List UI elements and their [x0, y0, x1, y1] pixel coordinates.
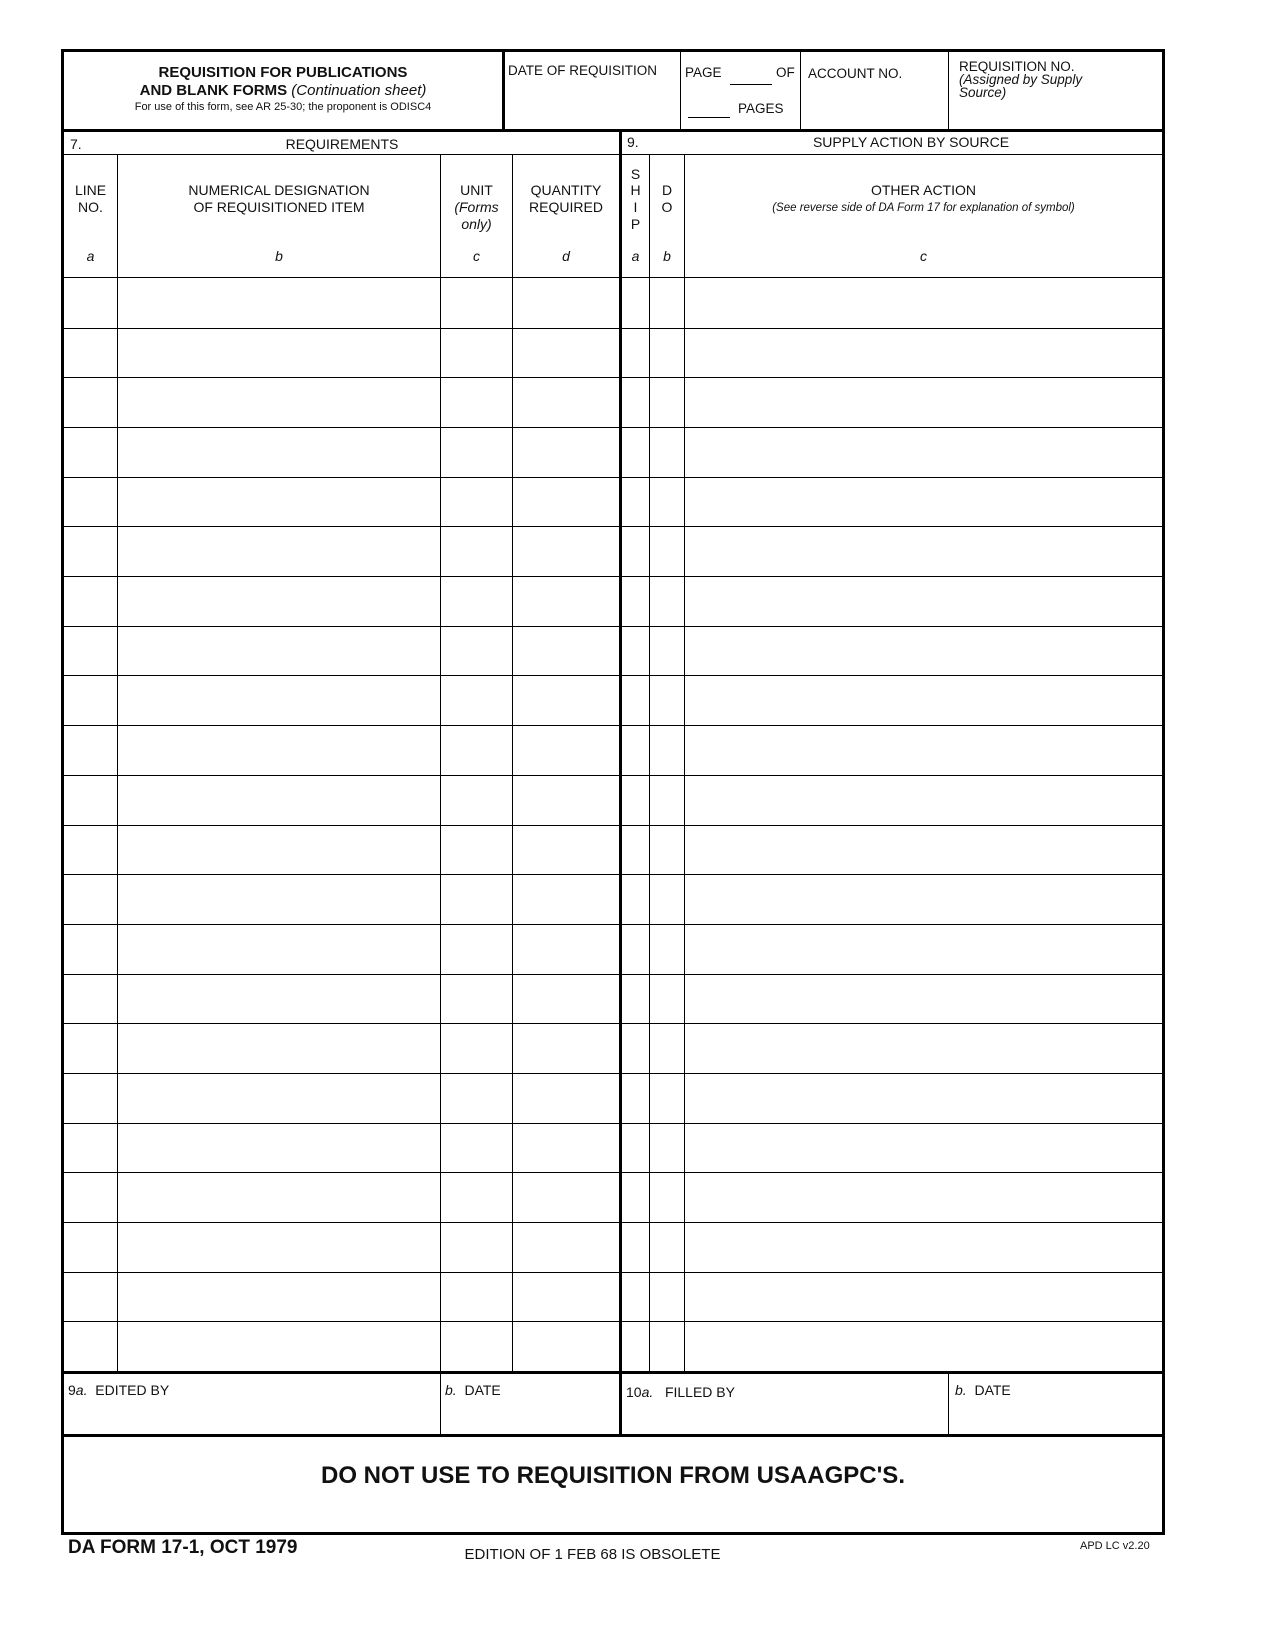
table-row: [0, 726, 1275, 774]
requisition-no-note-1: (Assigned by Supply: [959, 72, 1083, 87]
total-pages-underline: [688, 117, 730, 118]
do-cell[interactable]: [652, 579, 686, 625]
other-action-cell[interactable]: [687, 828, 1164, 874]
ship-cell[interactable]: [624, 1324, 651, 1370]
do-cell[interactable]: [652, 281, 686, 327]
other-action-cell[interactable]: [687, 480, 1164, 526]
other-action-cell[interactable]: [687, 1324, 1164, 1370]
numerical-designation-cell[interactable]: [120, 480, 442, 526]
unit-cell[interactable]: [443, 678, 514, 724]
edition-note: EDITION OF 1 FEB 68 IS OBSOLETE: [464, 1546, 721, 1563]
other-action-cell[interactable]: [687, 927, 1164, 973]
other-action-cell[interactable]: [687, 1275, 1164, 1321]
line-no-cell[interactable]: [66, 629, 119, 675]
numerical-designation-cell[interactable]: [120, 1026, 442, 1072]
table-row: [0, 676, 1275, 724]
other-action-cell[interactable]: [687, 778, 1164, 824]
unit-cell[interactable]: [443, 1324, 514, 1370]
quantity-cell[interactable]: [515, 877, 621, 923]
numerical-designation-cell[interactable]: [120, 1225, 442, 1271]
unit-cell[interactable]: [443, 1275, 514, 1321]
quantity-cell[interactable]: [515, 1026, 621, 1072]
quantity-cell[interactable]: [515, 1175, 621, 1221]
line-no-cell[interactable]: [66, 728, 119, 774]
ship-cell[interactable]: [624, 778, 651, 824]
unit-cell[interactable]: [443, 728, 514, 774]
ship-cell[interactable]: [624, 1076, 651, 1122]
line-no-cell[interactable]: [66, 529, 119, 575]
col-letter-c: c: [473, 248, 480, 264]
column-header-rule: [61, 277, 1165, 278]
quantity-cell[interactable]: [515, 1324, 621, 1370]
filled-date-text: DATE: [974, 1382, 1011, 1398]
numerical-designation-cell[interactable]: [120, 828, 442, 874]
page-label: PAGE: [685, 65, 722, 80]
edited-date-label: [445, 1382, 501, 1398]
col-unit-2: (Forms: [454, 199, 499, 215]
unit-cell[interactable]: [443, 331, 514, 377]
edited-date-sub: b.: [445, 1382, 457, 1398]
unit-cell[interactable]: [443, 480, 514, 526]
ship-cell[interactable]: [624, 877, 651, 923]
do-cell[interactable]: [652, 778, 686, 824]
table-row: [0, 1173, 1275, 1221]
form-title-line1: REQUISITION FOR PUBLICATIONS: [158, 64, 408, 81]
form-title-italic: (Continuation sheet): [291, 82, 427, 99]
ship-cell[interactable]: [624, 1126, 651, 1172]
table-row: [0, 478, 1275, 526]
table-row: [0, 577, 1275, 625]
line-no-cell[interactable]: [66, 480, 119, 526]
supply-action-title: SUPPLY ACTION BY SOURCE: [812, 134, 1010, 150]
filled-by-sub: a.: [641, 1384, 654, 1400]
do-cell[interactable]: [652, 1026, 686, 1072]
ship-cell[interactable]: [624, 927, 651, 973]
other-action-cell[interactable]: [687, 977, 1164, 1023]
table-row: [0, 875, 1275, 923]
col-do-d: D: [661, 182, 673, 198]
do-cell[interactable]: [652, 629, 686, 675]
filled-date-field[interactable]: [953, 1402, 1162, 1432]
ship-cell[interactable]: [624, 1225, 651, 1271]
col-ship-h: H: [630, 182, 641, 198]
col-letter-d: d: [562, 248, 570, 264]
quantity-cell[interactable]: [515, 1225, 621, 1271]
requisition-no-label: REQUISITION NO.: [959, 59, 1075, 74]
other-action-cell[interactable]: [687, 529, 1164, 575]
unit-cell[interactable]: [443, 1076, 514, 1122]
unit-cell[interactable]: [443, 529, 514, 575]
edited-by-sub: a.: [75, 1382, 88, 1398]
line-no-cell[interactable]: [66, 1076, 119, 1122]
col-line-no-2: NO.: [78, 199, 103, 215]
col-quantity-1: QUANTITY: [530, 182, 602, 198]
filled-by-label: [626, 1384, 735, 1400]
edited-by-label: [68, 1382, 169, 1398]
ship-cell[interactable]: [624, 977, 651, 1023]
quantity-cell[interactable]: [515, 430, 621, 476]
ship-cell[interactable]: [624, 828, 651, 874]
filled-date-sub: b.: [955, 1382, 967, 1398]
line-no-cell[interactable]: [66, 977, 119, 1023]
requirements-number: 7.: [70, 136, 82, 152]
unit-cell[interactable]: [443, 927, 514, 973]
do-cell[interactable]: [652, 828, 686, 874]
numerical-designation-cell[interactable]: [120, 380, 442, 426]
edited-by-text: EDITED BY: [95, 1382, 170, 1398]
unit-cell[interactable]: [443, 1175, 514, 1221]
form-subtitle: For use of this form, see AR 25-30; the proponent is ODISC4: [134, 101, 432, 113]
table-row: [0, 378, 1275, 426]
ship-cell[interactable]: [624, 529, 651, 575]
quantity-cell[interactable]: [515, 828, 621, 874]
do-cell[interactable]: [652, 1225, 686, 1271]
numerical-designation-cell[interactable]: [120, 1324, 442, 1370]
of-label: OF: [776, 65, 795, 80]
page-number-underline: [730, 84, 772, 85]
quantity-cell[interactable]: [515, 977, 621, 1023]
other-action-cell[interactable]: [687, 579, 1164, 625]
line-no-cell[interactable]: [66, 281, 119, 327]
ship-cell[interactable]: [624, 331, 651, 377]
table-row: [0, 527, 1275, 575]
header-div-account: [948, 49, 949, 131]
line-no-cell[interactable]: [66, 877, 119, 923]
unit-cell[interactable]: [443, 1026, 514, 1072]
do-cell[interactable]: [652, 977, 686, 1023]
table-row: [0, 776, 1275, 824]
quantity-cell[interactable]: [515, 579, 621, 625]
numerical-designation-cell[interactable]: [120, 629, 442, 675]
line-no-cell[interactable]: [66, 380, 119, 426]
edited-by-number: 9: [68, 1382, 76, 1398]
numerical-designation-cell[interactable]: [120, 1126, 442, 1172]
filled-by-text: FILLED BY: [664, 1384, 735, 1400]
unit-cell[interactable]: [443, 629, 514, 675]
numerical-designation-cell[interactable]: [120, 281, 442, 327]
date-of-requisition-label: DATE OF REQUISITION: [508, 63, 658, 78]
col-other-action-note: (See reverse side of DA Form 17 for explanation of symbol): [772, 202, 1075, 214]
unit-cell[interactable]: [443, 1126, 514, 1172]
table-row: [0, 428, 1275, 476]
col-numdes-1: NUMERICAL DESIGNATION: [188, 182, 370, 198]
line-no-cell[interactable]: [66, 331, 119, 377]
numerical-designation-cell[interactable]: [120, 927, 442, 973]
other-action-cell[interactable]: [687, 728, 1164, 774]
apd-version: APD LC v2.20: [1080, 1540, 1150, 1552]
frame-bottom: [61, 1532, 1165, 1535]
header-div-title: [502, 49, 505, 131]
do-cell[interactable]: [652, 331, 686, 377]
do-cell[interactable]: [652, 877, 686, 923]
form-id: DA FORM 17-1, OCT 1979: [68, 1537, 298, 1558]
other-action-cell[interactable]: [687, 877, 1164, 923]
unit-cell[interactable]: [443, 1225, 514, 1271]
total-pages-field[interactable]: [688, 97, 734, 117]
ship-cell[interactable]: [624, 678, 651, 724]
line-no-cell[interactable]: [66, 1225, 119, 1271]
line-no-cell[interactable]: [66, 778, 119, 824]
numerical-designation-cell[interactable]: [120, 977, 442, 1023]
requisition-no-field[interactable]: [955, 102, 1159, 128]
account-no-label: ACCOUNT NO.: [808, 66, 903, 81]
signature-bottom-rule: [61, 1434, 1165, 1437]
numerical-designation-cell[interactable]: [120, 877, 442, 923]
ship-cell[interactable]: [624, 1275, 651, 1321]
col-ship-s: S: [630, 166, 641, 182]
line-no-cell[interactable]: [66, 1026, 119, 1072]
ship-cell[interactable]: [624, 480, 651, 526]
do-cell[interactable]: [652, 728, 686, 774]
numerical-designation-cell[interactable]: [120, 529, 442, 575]
other-action-cell[interactable]: [687, 629, 1164, 675]
other-action-cell[interactable]: [687, 1175, 1164, 1221]
do-cell[interactable]: [652, 1175, 686, 1221]
header-div-date: [680, 49, 681, 131]
table-row: [0, 925, 1275, 973]
table-row: [0, 1273, 1275, 1321]
unit-cell[interactable]: [443, 778, 514, 824]
edited-date-field[interactable]: [444, 1402, 618, 1432]
col-unit-3: only): [461, 216, 492, 232]
account-no-field[interactable]: [806, 86, 946, 126]
other-action-cell[interactable]: [687, 1026, 1164, 1072]
numerical-designation-cell[interactable]: [120, 778, 442, 824]
col-ship-p: P: [630, 216, 641, 232]
rows-bottom-rule: [61, 1371, 1165, 1374]
other-action-cell[interactable]: [687, 331, 1164, 377]
quantity-cell[interactable]: [515, 380, 621, 426]
numerical-designation-cell[interactable]: [120, 678, 442, 724]
quantity-cell[interactable]: [515, 778, 621, 824]
form-title-bold: AND BLANK FORMS: [139, 82, 288, 99]
table-row: [0, 1124, 1275, 1172]
table-row: [0, 329, 1275, 377]
line-no-cell[interactable]: [66, 828, 119, 874]
do-cell[interactable]: [652, 678, 686, 724]
filled-by-field[interactable]: [624, 1404, 948, 1432]
other-action-cell[interactable]: [687, 678, 1164, 724]
page-number-field[interactable]: [730, 64, 776, 84]
line-no-cell[interactable]: [66, 927, 119, 973]
col-letter-ship-c: c: [920, 248, 927, 264]
col-unit-1: UNIT: [460, 182, 493, 198]
unit-cell[interactable]: [443, 281, 514, 327]
col-quantity-2: REQUIRED: [529, 199, 603, 215]
ship-cell[interactable]: [624, 1026, 651, 1072]
numerical-designation-cell[interactable]: [120, 1175, 442, 1221]
line-no-cell[interactable]: [66, 579, 119, 625]
table-row: [0, 1024, 1275, 1072]
quantity-cell[interactable]: [515, 331, 621, 377]
numerical-designation-cell[interactable]: [120, 331, 442, 377]
col-numdes-2: OF REQUISITIONED ITEM: [193, 199, 365, 215]
line-no-cell[interactable]: [66, 1324, 119, 1370]
filled-date-divider: [948, 1373, 949, 1435]
do-cell[interactable]: [652, 480, 686, 526]
pages-label: PAGES: [738, 101, 784, 116]
section-header-rule: [61, 154, 1165, 155]
col-other-action: OTHER ACTION: [870, 182, 976, 198]
other-action-cell[interactable]: [687, 430, 1164, 476]
other-action-cell[interactable]: [687, 380, 1164, 426]
form-title-line2: [64, 83, 502, 99]
edited-date-text: DATE: [464, 1382, 501, 1398]
ship-cell[interactable]: [624, 430, 651, 476]
line-no-cell[interactable]: [66, 430, 119, 476]
unit-cell[interactable]: [443, 828, 514, 874]
other-action-cell[interactable]: [687, 1076, 1164, 1122]
line-no-cell[interactable]: [66, 1126, 119, 1172]
table-row: [0, 279, 1275, 327]
numerical-designation-cell[interactable]: [120, 430, 442, 476]
numerical-designation-cell[interactable]: [120, 579, 442, 625]
col-letter-ship-b: b: [663, 248, 671, 264]
do-cell[interactable]: [652, 1275, 686, 1321]
other-action-cell[interactable]: [687, 281, 1164, 327]
table-row: [0, 826, 1275, 874]
requirements-title: REQUIREMENTS: [285, 136, 399, 152]
header-bottom-rule: [61, 129, 1165, 132]
col-letter-b: b: [275, 248, 283, 264]
col-line-no-1: LINE: [74, 182, 107, 198]
ship-cell[interactable]: [624, 629, 651, 675]
col-ship-i: I: [633, 199, 638, 215]
quantity-cell[interactable]: [515, 927, 621, 973]
unit-cell[interactable]: [443, 877, 514, 923]
ship-cell[interactable]: [624, 281, 651, 327]
quantity-cell[interactable]: [515, 1275, 621, 1321]
table-row: [0, 1322, 1275, 1370]
table-row: [0, 975, 1275, 1023]
filled-date-label: [955, 1382, 1011, 1398]
numerical-designation-cell[interactable]: [120, 1275, 442, 1321]
unit-cell[interactable]: [443, 430, 514, 476]
edited-by-field[interactable]: [66, 1402, 440, 1432]
unit-cell[interactable]: [443, 977, 514, 1023]
quantity-cell[interactable]: [515, 281, 621, 327]
numerical-designation-cell[interactable]: [120, 1076, 442, 1122]
table-row: [0, 1074, 1275, 1122]
quantity-cell[interactable]: [515, 1126, 621, 1172]
ship-cell[interactable]: [624, 380, 651, 426]
col-letter-ship-a: a: [631, 248, 640, 264]
line-no-cell[interactable]: [66, 1275, 119, 1321]
frame-top: [61, 49, 1165, 52]
header-div-page: [800, 49, 801, 131]
quantity-cell[interactable]: [515, 1076, 621, 1122]
ship-cell[interactable]: [624, 728, 651, 774]
quantity-cell[interactable]: [515, 678, 621, 724]
table-row: [0, 1223, 1275, 1271]
do-cell[interactable]: [652, 380, 686, 426]
do-cell[interactable]: [652, 430, 686, 476]
do-cell[interactable]: [652, 1126, 686, 1172]
date-of-requisition-field[interactable]: [508, 84, 678, 126]
warning-banner: DO NOT USE TO REQUISITION FROM USAAGPC'S.: [321, 1462, 905, 1489]
do-cell[interactable]: [652, 529, 686, 575]
unit-cell[interactable]: [443, 579, 514, 625]
filled-by-number: 10: [626, 1384, 642, 1400]
other-action-cell[interactable]: [687, 1225, 1164, 1271]
other-action-cell[interactable]: [687, 1126, 1164, 1172]
supply-action-number: 9.: [627, 134, 639, 150]
quantity-cell[interactable]: [515, 629, 621, 675]
line-no-cell[interactable]: [66, 1175, 119, 1221]
line-no-cell[interactable]: [66, 678, 119, 724]
quantity-cell[interactable]: [515, 529, 621, 575]
do-cell[interactable]: [652, 1076, 686, 1122]
table-row: [0, 627, 1275, 675]
do-cell[interactable]: [652, 1324, 686, 1370]
unit-cell[interactable]: [443, 380, 514, 426]
ship-cell[interactable]: [624, 579, 651, 625]
requisition-no-note-2: Source): [959, 85, 1007, 100]
quantity-cell[interactable]: [515, 480, 621, 526]
do-cell[interactable]: [652, 927, 686, 973]
col-do-o: O: [661, 199, 673, 215]
numerical-designation-cell[interactable]: [120, 728, 442, 774]
col-letter-a: a: [86, 248, 95, 264]
ship-cell[interactable]: [624, 1175, 651, 1221]
quantity-cell[interactable]: [515, 728, 621, 774]
